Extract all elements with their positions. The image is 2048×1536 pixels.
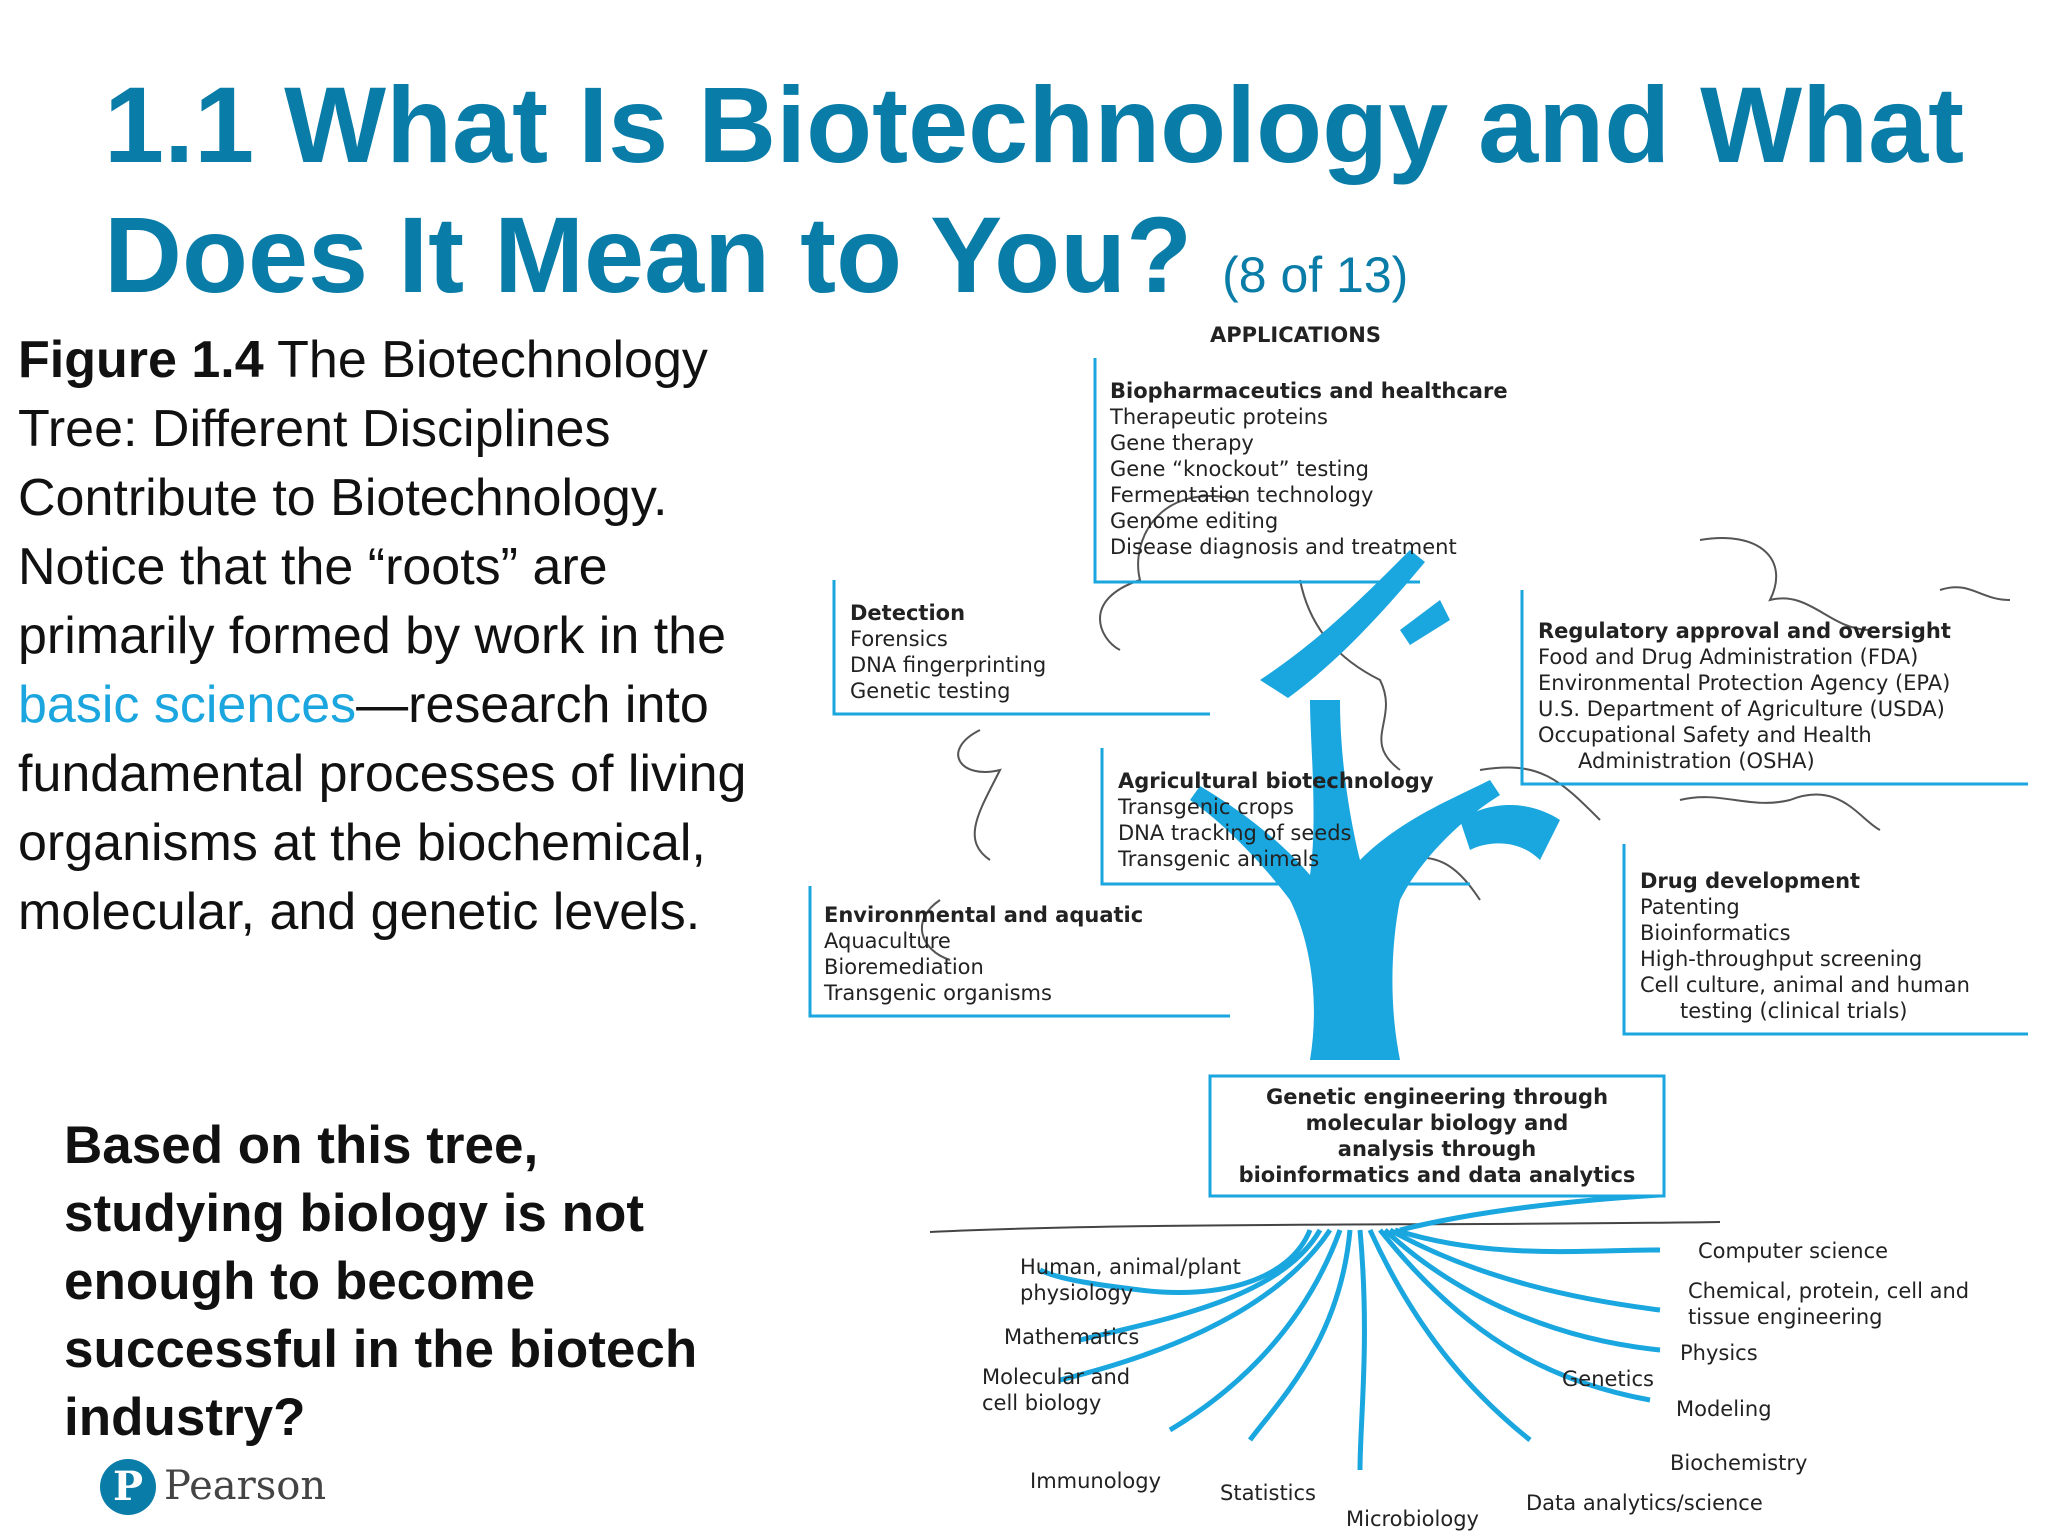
drug-item: High-throughput screening — [1640, 947, 1923, 971]
applications-heading: APPLICATIONS — [1210, 323, 1381, 347]
detection-item: Genetic testing — [850, 679, 1011, 703]
slide-counter: (8 of 13) — [1222, 247, 1409, 303]
biotechnology-tree-figure — [824, 300, 2040, 1536]
environmental-item: Bioremediation — [824, 955, 984, 979]
environmental-box — [810, 886, 1230, 1016]
drug-item: Patenting — [1640, 895, 1740, 919]
biopharma-item: Disease diagnosis and treatment — [1110, 535, 1457, 559]
ground-line — [930, 1222, 1720, 1232]
trunk-box-line: molecular biology and — [1305, 1111, 1569, 1135]
trunk-box-line: bioinformatics and data analytics — [1238, 1163, 1636, 1187]
basic-sciences-link[interactable]: basic sciences — [18, 676, 357, 734]
caption-text-1: The Biotechnology Tree: Different Disciplines Contribute to Biotechnology. Notice that the “roots” are primarily formed by work in the — [18, 331, 726, 665]
root-label-molecular: cell biology — [982, 1391, 1102, 1415]
figure-label: Figure 1.4 — [18, 331, 264, 389]
agricultural-item: DNA tracking of seeds — [1118, 821, 1352, 845]
root-label-human: Human, animal/plant — [1020, 1255, 1241, 1279]
drug-development-box — [1624, 844, 2028, 1034]
biopharma-item: Gene therapy — [1110, 431, 1254, 455]
root-label-molecular: Molecular and — [982, 1365, 1131, 1389]
biopharma-box — [1095, 358, 1508, 582]
biopharma-item: Therapeutic proteins — [1110, 405, 1328, 429]
drug-item: Cell culture, animal and human — [1640, 973, 1970, 997]
root-label-mathematics: Mathematics — [1004, 1325, 1140, 1349]
root-label-biochemistry: Biochemistry — [1670, 1451, 1808, 1475]
pearson-p-icon: P — [100, 1459, 156, 1515]
drug-heading: Drug development — [1640, 869, 1861, 893]
root-label-microbiology: Microbiology — [1346, 1507, 1479, 1531]
title-main: 1.1 What Is Biotechnology and What Does It Mean to You? — [104, 64, 1965, 315]
detection-item: DNA fingerprinting — [850, 653, 1047, 677]
pearson-logo — [100, 1455, 340, 1525]
environmental-item: Aquaculture — [824, 929, 951, 953]
trunk-box-line: analysis through — [1337, 1137, 1537, 1161]
biopharma-item: Gene “knockout” testing — [1110, 457, 1370, 481]
biopharma-heading: Biopharmaceutics and healthcare — [1110, 379, 1508, 403]
environmental-heading: Environmental and aquatic — [824, 903, 1144, 927]
regulatory-item: Environmental Protection Agency (EPA) — [1538, 671, 1951, 695]
detection-item: Forensics — [850, 627, 948, 651]
root-label-human: physiology — [1020, 1281, 1134, 1305]
root-labels — [982, 1239, 1969, 1531]
root-label-statistics: Statistics — [1220, 1481, 1316, 1505]
agricultural-item: Transgenic animals — [1118, 847, 1320, 871]
drug-item: Bioinformatics — [1640, 921, 1791, 945]
regulatory-item: U.S. Department of Agriculture (USDA) — [1538, 697, 1945, 721]
regulatory-item: Occupational Safety and Health — [1538, 723, 1872, 747]
drug-item: testing (clinical trials) — [1680, 999, 1908, 1023]
agricultural-item: Transgenic crops — [1118, 795, 1294, 819]
regulatory-item: Administration (OSHA) — [1578, 749, 1815, 773]
trunk-box-line: Genetic engineering through — [1265, 1085, 1609, 1109]
environmental-item: Transgenic organisms — [824, 981, 1052, 1005]
slide-title — [104, 60, 2004, 340]
root-label-chemical: tissue engineering — [1688, 1305, 1883, 1329]
root-label-modeling: Modeling — [1676, 1397, 1772, 1421]
caption-text-2: —research into fundamental processes of living organisms at the biochemical, molecular, and genetic levels. — [18, 676, 747, 941]
trunk-box — [1210, 1076, 1664, 1196]
detection-box — [834, 580, 1210, 714]
biopharma-item: Fermentation technology — [1110, 483, 1374, 507]
figure-caption — [18, 326, 758, 1086]
biopharma-item: Genome editing — [1110, 509, 1279, 533]
detection-heading: Detection — [850, 601, 966, 625]
regulatory-heading: Regulatory approval and oversight — [1538, 619, 1951, 643]
regulatory-item: Food and Drug Administration (FDA) — [1538, 645, 1919, 669]
root-label-chemical: Chemical, protein, cell and — [1688, 1279, 1970, 1303]
pearson-wordmark: Pearson — [164, 1463, 327, 1509]
agricultural-heading: Agricultural biotechnology — [1118, 769, 1434, 793]
root-label-genetics: Genetics — [1562, 1367, 1654, 1391]
root-label-immunology: Immunology — [1030, 1469, 1162, 1493]
root-label-computer-science: Computer science — [1698, 1239, 1889, 1263]
regulatory-box — [1522, 590, 2028, 784]
root-label-data-analytics: Data analytics/science — [1526, 1491, 1763, 1515]
discussion-question: Based on this tree, studying biology is not enough to become successful in the biotech industry? — [64, 1116, 698, 1447]
root-label-physics: Physics — [1680, 1341, 1758, 1365]
